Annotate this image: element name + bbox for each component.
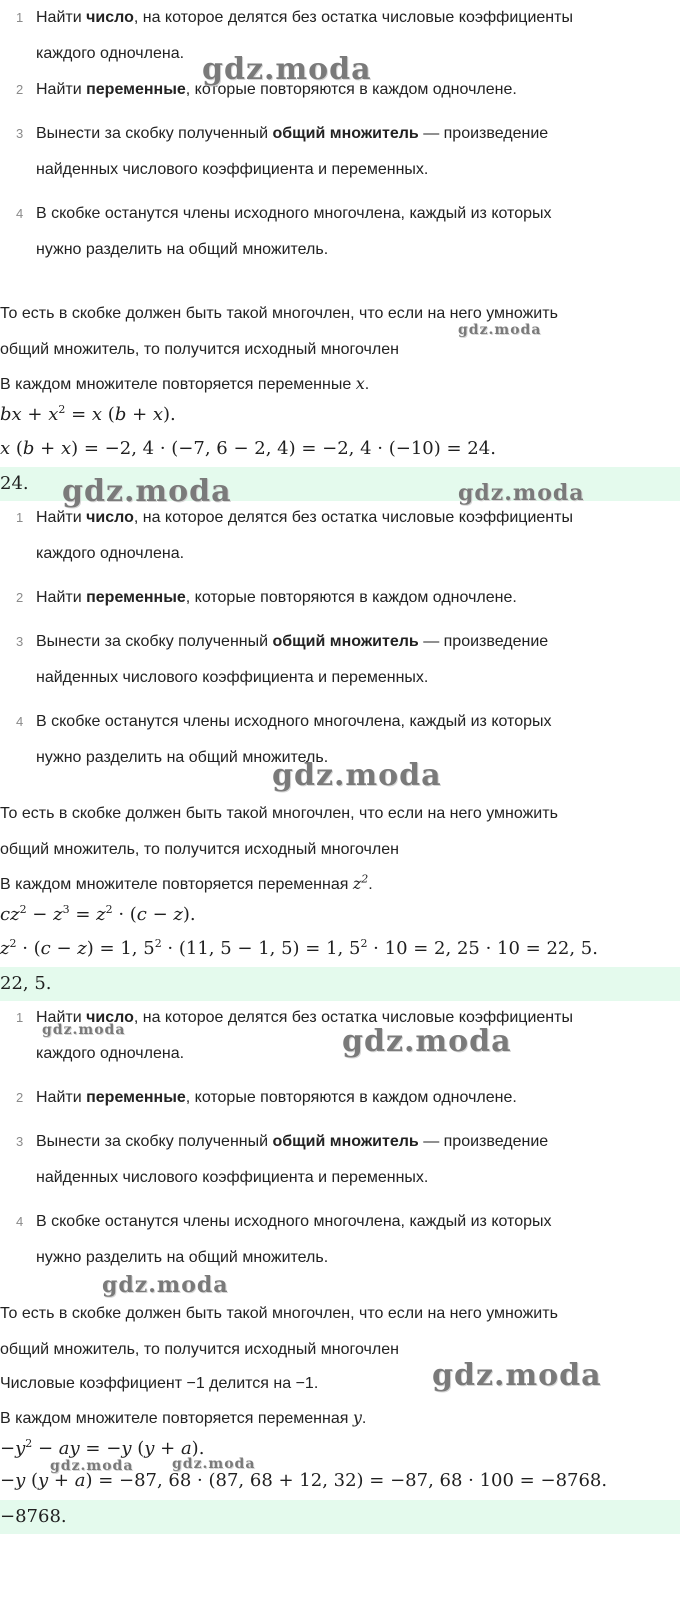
- rule-line-1: То есть в скобке должен быть такой многочлен, что если на него умножить: [0, 1305, 558, 1322]
- factor-equation: $cz^2 - z^3 = z^2 \cdot (c - z)$.: [0, 903, 196, 925]
- calc-equation: $z^2 \cdot (c - z) = 1$, $5^2 \cdot (11$, 5 − 1, 5) = 1, $5^2 \cdot 10 = 2$, 25 · 10 = 22, 5.: [0, 937, 598, 959]
- steps-list-1: [0, 0, 680, 268]
- step-number: 1: [16, 10, 24, 25]
- answer-bar: 24.: [0, 467, 680, 501]
- watermark: gdz.moda: [342, 1024, 512, 1059]
- watermark: gdz.moda: [102, 1272, 229, 1298]
- step-number: 4: [16, 714, 24, 729]
- watermark: gdz.moda: [202, 52, 372, 87]
- step-number: 1: [16, 1010, 24, 1025]
- factor-equation: bx + $x^2 = x$ (b + x).: [0, 403, 176, 425]
- watermark: gdz.moda: [432, 1358, 602, 1393]
- calc-equation: x (b + x) = −2, 4 · (−7, 6 − 2, 4) = −2, 4 · (−10) = 24.: [0, 438, 496, 459]
- rule-line-2: общий множитель, то получится исходный многочлен: [0, 1341, 399, 1358]
- factor-equation: $-y^2$ − ay = −y (y + a).: [0, 1437, 205, 1459]
- step-3: 3 Вынести за скобку полученный общий множитель — произведение найденных числового коэффициента и переменных.: [0, 1124, 680, 1196]
- step-number: 3: [16, 1134, 24, 1149]
- step-2: 2 Найти переменные, которые повторяются в каждом одночлене.: [0, 72, 680, 108]
- variable-line: В каждом множителе повторяется переменная $z^2$.: [0, 872, 373, 893]
- calc-equation: −y (y + a) = −87, 68 · (87, 68 + 12, 32) = −87, 68 · 100 = −8768.: [0, 1470, 608, 1491]
- step-number: 4: [16, 206, 24, 221]
- coefficient-line: Числовые коэффициент −1 делится на −1.: [0, 1375, 319, 1392]
- step-1: 1 Найти число, на которое делятся без остатка числовые коэффициенты каждого одночлена.: [0, 1000, 680, 1072]
- rule-line-1: То есть в скобке должен быть такой многочлен, что если на него умножить: [0, 805, 558, 822]
- variable-line: В каждом множителе повторяется переменная y.: [0, 1408, 367, 1427]
- watermark: gdz.moda: [272, 758, 442, 793]
- step-3: 3 Вынести за скобку полученный общий множитель — произведение найденных числового коэффициента и переменных.: [0, 116, 680, 188]
- step-number: 4: [16, 1214, 24, 1229]
- watermark: gdz.moda: [62, 474, 232, 509]
- step-number: 2: [16, 82, 24, 97]
- answer-bar: −8768.: [0, 1500, 680, 1534]
- rule-line-2: общий множитель, то получится исходный многочлен: [0, 341, 399, 358]
- step-4: 4 В скобке останутся члены исходного многочлена, каждый из которых нужно разделить на общий множитель.: [0, 1204, 680, 1276]
- answer-bar: 22, 5.: [0, 967, 680, 1001]
- watermark: gdz.moda: [50, 1458, 134, 1474]
- step-4: 4 В скобке останутся члены исходного многочлена, каждый из которых нужно разделить на общий множитель.: [0, 704, 680, 776]
- watermark: gdz.moda: [458, 480, 585, 506]
- step-number: 3: [16, 126, 24, 141]
- watermark: gdz.moda: [172, 1456, 256, 1472]
- step-4: 4 В скобке останутся члены исходного многочлена, каждый из которых нужно разделить на общий множитель.: [0, 196, 680, 268]
- step-3: 3 Вынести за скобку полученный общий множитель — произведение найденных числового коэффициента и переменных.: [0, 624, 680, 696]
- rule-line-1: То есть в скобке должен быть такой многочлен, что если на него умножить: [0, 305, 558, 322]
- step-1: 1 Найти число, на которое делятся без остатка числовые коэффициенты каждого одночлена.: [0, 500, 680, 572]
- step-1: 1 Найти число, на которое делятся без остатка числовые коэффициенты каждого одночлена.: [0, 0, 680, 72]
- steps-list-2: [0, 500, 680, 776]
- step-2: 2 Найти переменные, которые повторяются в каждом одночлене.: [0, 580, 680, 616]
- variable-line: В каждом множителе повторяется переменные x.: [0, 374, 370, 393]
- watermark: gdz.moda: [42, 1022, 126, 1038]
- step-2: 2 Найти переменные, которые повторяются в каждом одночлене.: [0, 1080, 680, 1116]
- steps-list-3: [0, 1000, 680, 1276]
- step-number: 1: [16, 510, 24, 525]
- watermark: gdz.moda: [458, 322, 542, 338]
- step-number: 2: [16, 1090, 24, 1105]
- rule-line-2: общий множитель, то получится исходный многочлен: [0, 841, 399, 858]
- step-number: 3: [16, 634, 24, 649]
- step-number: 2: [16, 590, 24, 605]
